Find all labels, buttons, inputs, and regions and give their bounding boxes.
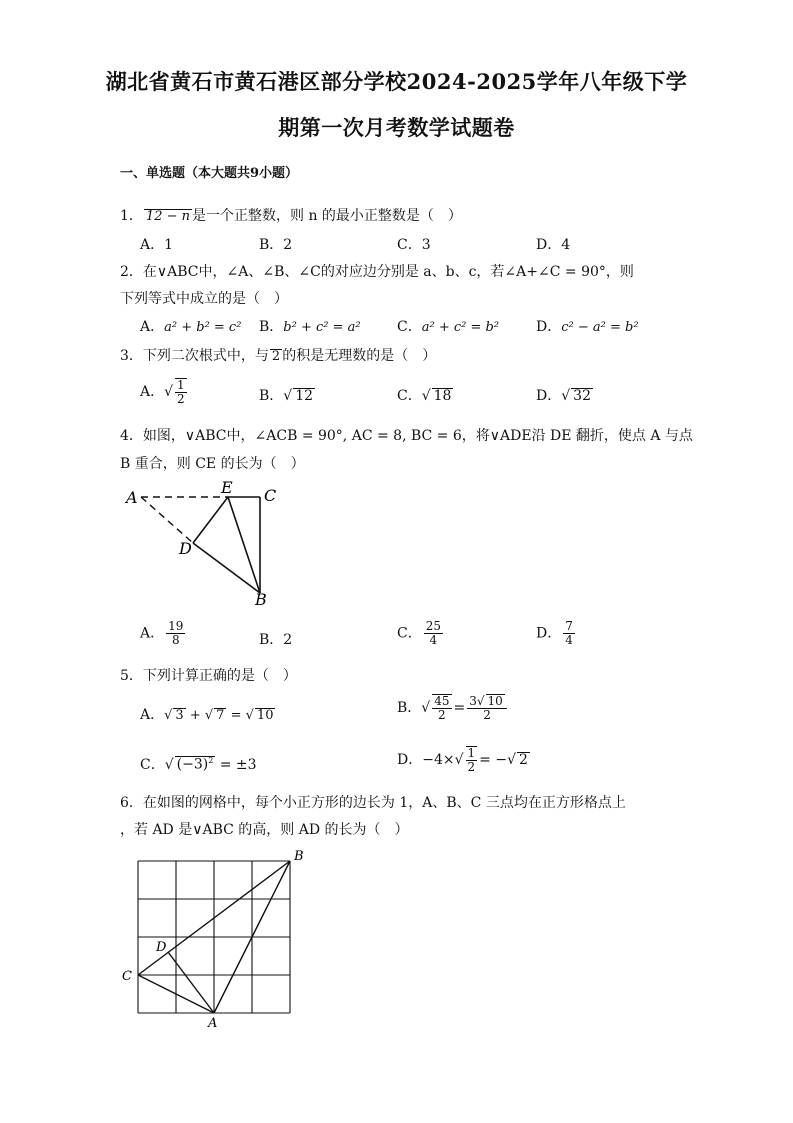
q5-option-d[interactable]: D．−4×√ $\frac{1}{2}$ = −√ 2 [397,746,528,775]
fold-line-ad [141,497,193,543]
label-c: C [122,969,132,984]
q1-option-a[interactable]: A．1 [140,237,174,253]
q4-option-c[interactable]: C． $\frac{25}{4}$ [397,619,441,648]
q5-option-c[interactable]: C．√ $(-3)^2 = \pm 3$ [140,756,257,773]
q6-grid-figure [118,846,318,1032]
segment-db [193,543,260,593]
label-a: A [126,488,138,507]
question-6-stem-line1: 6．在如图的网格中，每个小正方形的边长为 1，A、B、C 三点均在正方形格点上 [120,795,626,811]
q5-option-a[interactable]: A．√ 3 + √ 7 = √ 10 [140,707,274,723]
label-e: E [221,478,233,497]
question-3-stem: 3．下列二次根式中，与 2 的积是无理数的是（ ） [120,348,437,364]
question-2-stem-line2: 下列等式中成立的是（ ） [120,291,288,307]
label-c: C [264,486,277,505]
q2-option-a[interactable]: A．a² + b² = c² [140,319,242,335]
label-b: B [294,849,304,864]
exam-title-line2: 期第一次月考数学试题卷 [278,115,515,140]
label-d: D [179,539,192,558]
segment-de [193,497,228,543]
q1-radical: 12 − n [145,209,190,224]
q3-option-c[interactable]: C．√ 18 [397,388,452,404]
question-6-stem-line2: ，若 AD 是∨ABC 的高，则 AD 的长为（ ） [120,822,409,838]
section-heading: 一、单选题（本大题共9小题） [120,166,299,181]
question-4-stem-line1: 4．如图，∨ABC中，∠ACB = 90°, AC = 8, BC = 6，将∨ADE沿 DE 翻折，使点 A 与点 [120,428,693,444]
q4-option-d[interactable]: D． $\frac{7}{4}$ [536,619,573,648]
exam-title-line1: 湖北省黄石市黄石港区部分学校2024-2025学年八年级下学 [105,69,688,94]
q1-option-c[interactable]: C．3 [397,237,431,253]
q1-option-b[interactable]: B．2 [259,237,293,253]
q2-option-d[interactable]: D．c² − a² = b² [536,319,639,335]
question-2-stem-line1: 2．在∨ABC中，∠A、∠B、∠C的对应边分别是 a、b、c，若∠A+∠C = 90°，则 [120,264,634,280]
question-4-stem-line2: B 重合，则 CE 的长为（ ） [120,456,305,472]
q1-option-d[interactable]: D．4 [536,237,571,253]
q2-option-b[interactable]: B．b² + c² = a² [259,319,361,335]
q3-option-d[interactable]: D．√ 32 [536,388,591,404]
question-5-stem: 5．下列计算正确的是（ ） [120,668,297,684]
q5-option-b[interactable]: B．√ $\frac{45}{2}$ = $\frac{3√ 10}{2}$ [397,694,509,722]
q1-number: 1． [120,208,143,224]
q4-option-b[interactable]: B．2 [259,632,293,648]
q3-option-a[interactable]: A．√ $\frac{1}{2}$ [140,378,185,407]
label-a: A [208,1016,218,1031]
segment-ad [168,952,214,1013]
segment-eb [228,497,260,593]
q3-option-b[interactable]: B．√ 12 [259,388,314,404]
q4-triangle-figure [120,478,290,608]
grid-lines [138,861,290,1013]
question-1-stem [120,205,462,225]
q4-option-a[interactable]: A． $\frac{19}{8}$ [140,619,184,648]
label-d: D [156,940,167,955]
label-b: B [255,590,267,608]
q2-option-c[interactable]: C．a² + c² = b² [397,319,500,335]
q1-text: 是一个正整数，则 n 的最小正整数是（ ） [192,208,462,224]
